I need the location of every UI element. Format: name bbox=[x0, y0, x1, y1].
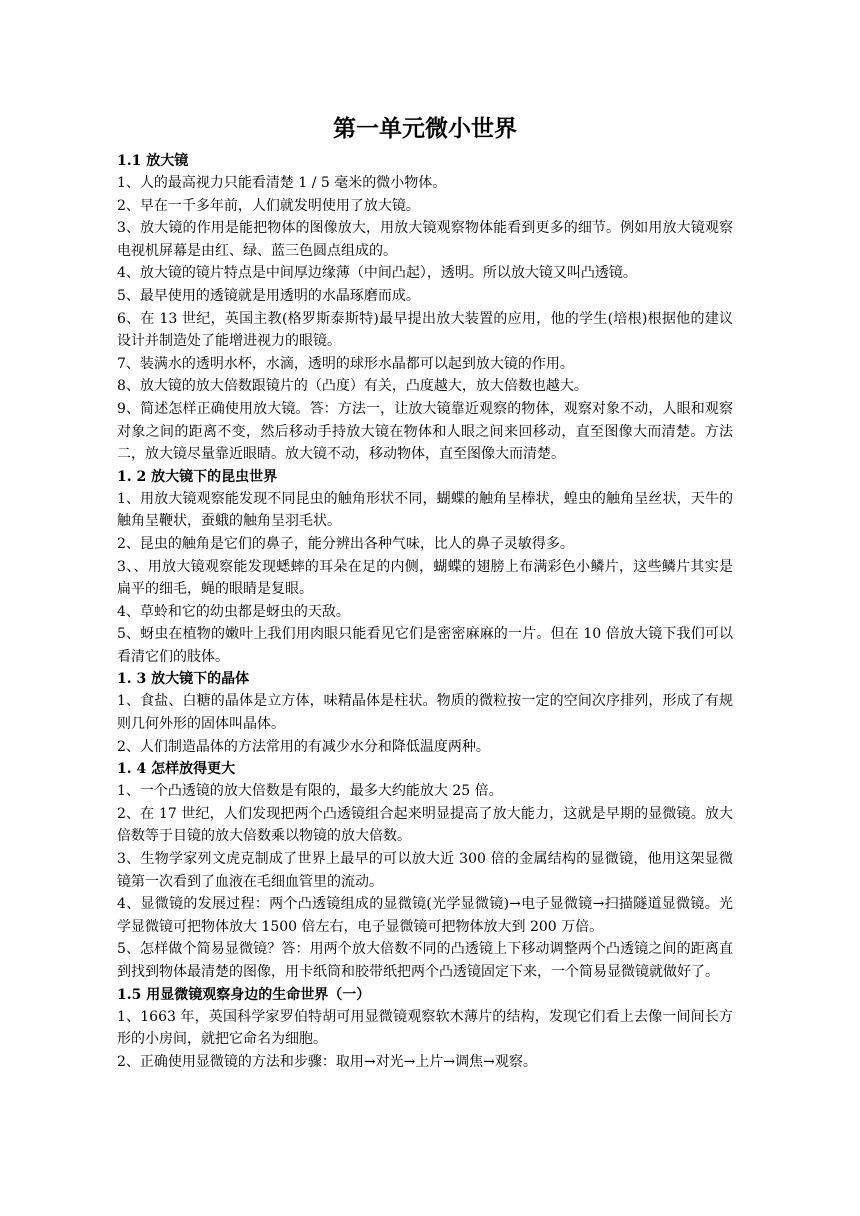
paragraph: 5、蚜虫在植物的嫩叶上我们用肉眼只能看见它们是密密麻麻的一片。但在 10 倍放大镜下我们可以看清它们的肢体。 bbox=[117, 626, 733, 665]
section-magnify-more bbox=[117, 758, 733, 983]
section-microscope-life bbox=[117, 984, 733, 1074]
paragraph: 2、正确使用显微镜的方法和步骤：取用→对光→上片→调焦→观察。 bbox=[117, 1053, 537, 1070]
paragraph: 4、显微镜的发展过程：两个凸透镜组成的显微镜(光学显微镜)→电子显微镜→扫描隧道显微镜。光学显微镜可把物体放大 1500 倍左右，电子显微镜可把物体放大到 200 万倍。 bbox=[117, 896, 733, 935]
section-insect-world bbox=[117, 466, 733, 669]
section-heading: 1.1 放大镜 bbox=[117, 153, 189, 169]
document-title: 第一单元微小世界 bbox=[333, 115, 517, 142]
section-heading: 1. 4 怎样放得更大 bbox=[117, 761, 236, 778]
paragraph: 7、装满水的透明水杯，水滴，透明的球形水晶都可以起到放大镜的作用。 bbox=[117, 355, 574, 372]
paragraph: 5、怎样做个简易显微镜？答：用两个放大倍数不同的凸透镜上下移动调整两个凸透镜之间的距离直到找到物体最清楚的图像，用卡纸筒和胶带纸把两个凸透镜固定下来，一个简易显微镜就做好了。 bbox=[117, 941, 733, 980]
paragraph: 3、生物学家列文虎克制成了世界上最早的可以放大近 300 倍的金属结构的显微镜，他用这架显微镜第一次看到了血液在毛细血管里的流动。 bbox=[117, 851, 733, 890]
paragraph: 8、放大镜的放大倍数跟镜片的（凸度）有关，凸度越大，放大倍数也越大。 bbox=[117, 378, 588, 395]
paragraph: 1、1663 年，英国科学家罗伯特胡可用显微镜观察软木薄片的结构，发现它们看上去像一间间长方形的小房间，就把它命名为细胞。 bbox=[117, 1008, 733, 1048]
paragraph: 6、在 13 世纪，英国主教(格罗斯泰斯特)最早提出放大装置的应用，他的学生(培根)根据他的建议设计并制造处了能增进视力的眼镜。 bbox=[117, 310, 733, 350]
section-magnifier bbox=[117, 150, 733, 466]
paragraph: 2、昆虫的触角是它们的鼻子，能分辨出各种气味，比人的鼻子灵敏得多。 bbox=[117, 535, 574, 552]
section-heading: 1. 2 放大镜下的昆虫世界 bbox=[117, 468, 278, 485]
paragraph: 2、在 17 世纪，人们发现把两个凸透镜组合起来明显提高了放大能力，这就是早期的显微镜。放大倍数等于目镜的放大倍数乘以物镜的放大倍数。 bbox=[117, 805, 733, 845]
section-heading: 1.5 用显微镜观察身边的生命世界（一） bbox=[117, 986, 371, 1003]
paragraph: 2、人们制造晶体的方法常用的有减少水分和降低温度两种。 bbox=[117, 738, 490, 755]
document-body bbox=[117, 112, 733, 1073]
paragraph: 1、人的最高视力只能看清楚 1 / 5 毫米的微小物体。 bbox=[117, 175, 447, 191]
paragraph: 1、食盐、白糖的晶体是立方体，味精晶体是柱状。物质的微粒按一定的空间次序排列，形成了有规则几何外形的固体叫晶体。 bbox=[117, 693, 733, 733]
paragraph: 3、、用放大镜观察能发现蟋蟀的耳朵在足的内侧，蝴蝶的翅膀上布满彩色小鳞片，这些鳞片其实是扁平的细毛，蝇的眼睛是复眼。 bbox=[117, 558, 733, 598]
section-heading: 1. 3 放大镜下的晶体 bbox=[117, 671, 250, 688]
paragraph: 3、放大镜的作用是能把物体的图像放大，用放大镜观察物体能看到更多的细节。例如用放大镜观察电视机屏幕是由红、绿、蓝三色圆点组成的。 bbox=[117, 220, 733, 259]
paragraph: 9、简述怎样正确使用放大镜。答：方法一，让放大镜靠近观察的物体，观察对象不动，人眼和观察对象之间的距离不变，然后移动手持放大镜在物体和人眼之间来回移动，直至图像大而清楚。方法二，放大镜尽量靠近眼睛。放大镜不动，移动物体，直至图像大而清楚。 bbox=[117, 400, 733, 463]
paragraph: 2、早在一千多年前，人们就发明使用了放大镜。 bbox=[117, 197, 420, 214]
paragraph: 4、放大镜的镜片特点是中间厚边缘薄（中间凸起），透明。所以放大镜又叫凸透镜。 bbox=[117, 265, 637, 282]
paragraph: 5、最早使用的透镜就是用透明的水晶琢磨而成。 bbox=[117, 287, 420, 304]
section-crystals bbox=[117, 668, 733, 758]
paragraph: 1、用放大镜观察能发现不同昆虫的触角形状不同，蝴蝶的触角呈棒状，蝗虫的触角呈丝状，天牛的触角呈鞭状，蚕蛾的触角呈羽毛状。 bbox=[117, 490, 733, 530]
paragraph: 1、一个凸透镜的放大倍数是有限的，最多大约能放大 25 倍。 bbox=[117, 783, 503, 800]
paragraph: 4、草蛉和它的幼虫都是蚜虫的天敌。 bbox=[117, 603, 350, 620]
